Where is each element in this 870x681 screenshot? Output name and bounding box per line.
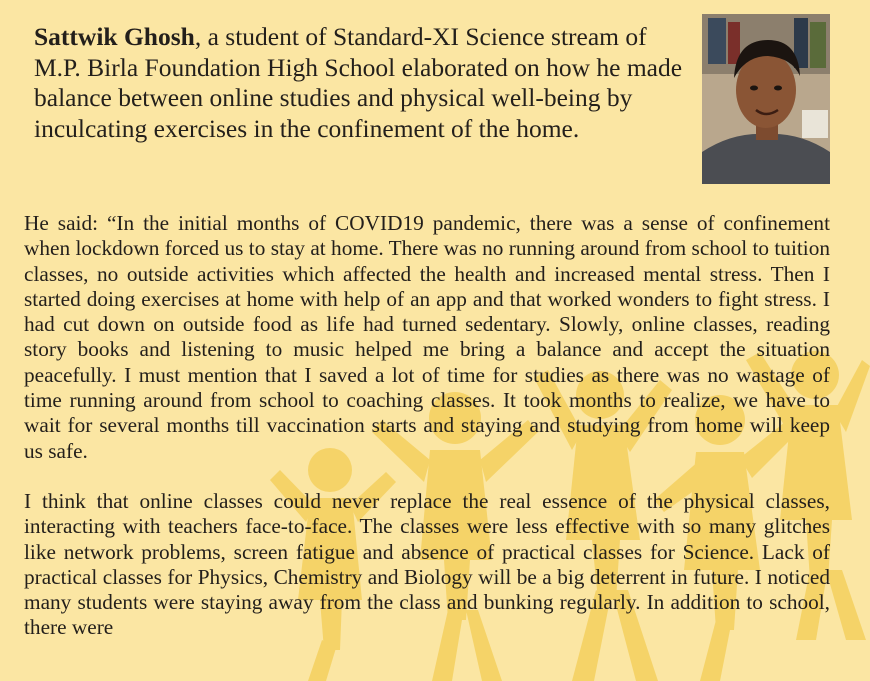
intro-text: , a student of Standard-XI Science stream of M.P. Birla Foundation High School elaborated on how he made balance between online studies and physical well-being by inculcating exercises in the confinement of the home. — [34, 22, 683, 143]
article-body — [24, 211, 830, 666]
body-paragraph-1: He said: “In the initial months of COVID19 pandemic, there was a sense of confinement when lockdown forced us to stay at home. There was no running around from school to tuition classes, no outside activities which affected the health and increased mental stress. Then I started doing exercises at home with help of an app and that worked wonders to fight stress. I had cut down on outside food as life had turned sedentary. Slowly, online classes, reading story books and listening to music helped me bring a balance and accept the situation peacefully. I must mention that I saved a lot of time for studies as there was no wastage of time running around from school to coaching classes. It took months to realize, we have to wait for several months till vaccination starts and staying and studying from home will keep us safe. — [24, 211, 830, 463]
body-paragraph-2: I think that online classes could never replace the real essence of the physical classes, interacting with teachers face-to-face. The classes were less effective with so many glitches like network problems, screen fatigue and absence of practical classes for Science. Lack of practical classes for Physics, Chemistry and Biology will be a big deterrent in future. I noticed many students were staying away from the class and bunking regularly. In addition to school, there were — [24, 488, 830, 640]
student-name: Sattwik Ghosh — [34, 22, 195, 51]
intro-paragraph — [34, 22, 684, 144]
portrait-image — [702, 14, 830, 184]
student-photo — [702, 14, 830, 184]
